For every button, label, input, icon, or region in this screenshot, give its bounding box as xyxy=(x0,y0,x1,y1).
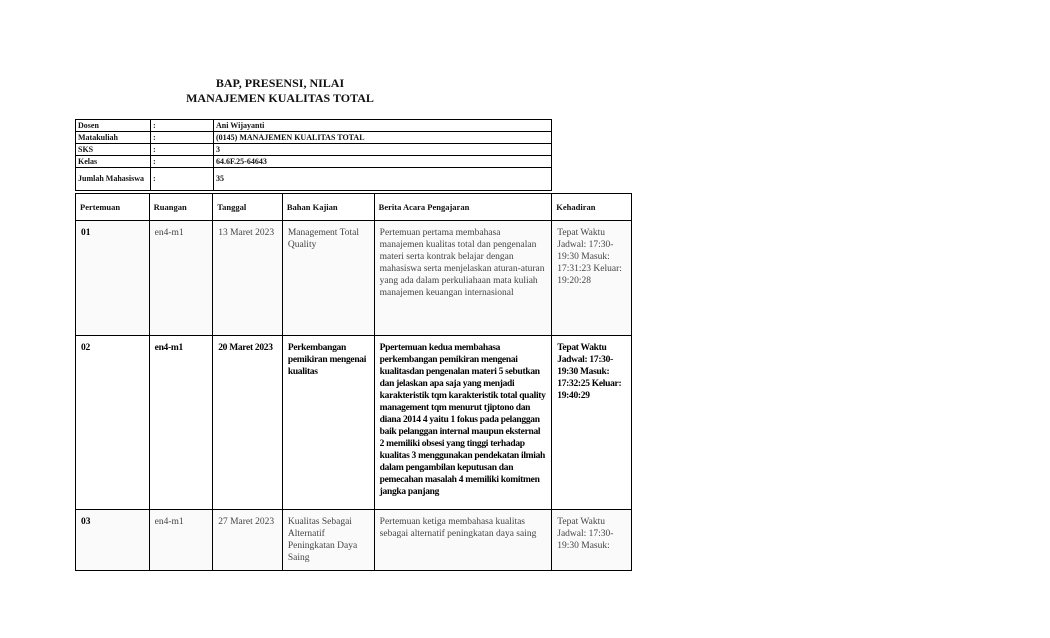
meeting-table xyxy=(75,193,632,571)
cell-kehadiran: Tepat Waktu Jadwal: 17:30-19:30 Masuk: xyxy=(552,510,632,571)
cell-pertemuan: 01 xyxy=(76,221,150,336)
info-value-jumlah-mahasiswa: 35 xyxy=(214,168,552,191)
cell-bahan-kajian: Perkembangan pemikiran mengenai kualitas xyxy=(282,336,374,510)
cell-berita-acara: Ppertemuan kedua membahasa perkembangan pemikiran mengenai kualitasdan pengenalan materi 5 sebutkan dan jelaskan apa saja yang menjadi karakteristik tqm karakteristik total quality management tqm menurut tjiptono dan diana 2014 4 yaitu 1 fokus pada pelanggan baik pelanggan internal maupun eksternal 2 memiliki obsesi yang tinggi terhadap kualitas 3 menggunakan pendekatan ilmiah dalam pengambilan keputusan dan pemecahan masalah 4 memiliki komitmen jangka panjang xyxy=(374,336,552,510)
info-value-dosen: Ani Wijayanti xyxy=(214,120,552,132)
column-header-bahan-kajian: Bahan Kajian xyxy=(282,194,374,221)
course-info-table xyxy=(75,119,552,191)
cell-tanggal: 27 Maret 2023 xyxy=(213,510,283,571)
info-separator: : xyxy=(151,120,214,132)
table-header-row xyxy=(76,194,632,221)
cell-berita-acara: Pertemuan pertama membahasa manajemen kualitas total dan pengenalan materi serta kontrak belajar dengan mahasiswa serta menjelaskan aturan-aturan yang ada dalam perkuliahaan mata kuliah manajemen keuangan internasional xyxy=(374,221,552,336)
cell-tanggal: 20 Maret 2023 xyxy=(213,336,283,510)
info-row-dosen xyxy=(76,120,552,132)
column-header-berita-acara: Berita Acara Pengajaran xyxy=(374,194,552,221)
cell-pertemuan: 02 xyxy=(76,336,150,510)
info-row-sks xyxy=(76,144,552,156)
cell-bahan-kajian: Kualitas Sebagai Alternatif Peningkatan Daya Saing xyxy=(282,510,374,571)
table-row xyxy=(76,510,632,571)
info-label: Jumlah Mahasiswa xyxy=(76,168,151,191)
cell-tanggal: 13 Maret 2023 xyxy=(213,221,283,336)
cell-kehadiran: Tepat Waktu Jadwal: 17:30-19:30 Masuk: 17:32:25 Keluar: 19:40:29 xyxy=(552,336,632,510)
column-header-kehadiran: Kehadiran xyxy=(552,194,632,221)
info-separator: : xyxy=(151,168,214,191)
table-row xyxy=(76,221,632,336)
info-label: SKS xyxy=(76,144,151,156)
info-row-jumlah-mahasiswa xyxy=(76,168,552,191)
document-title: BAP, PRESENSI, NILAI xyxy=(215,76,345,90)
cell-berita-acara: Pertemuan ketiga membahasa kualitas sebagai alternatif peningkatan daya saing xyxy=(374,510,552,571)
document-subtitle: MANAJEMEN KUALITAS TOTAL xyxy=(186,91,374,105)
info-value-matakuliah: (0145) MANAJEMEN KUALITAS TOTAL xyxy=(214,132,552,144)
cell-bahan-kajian: Management Total Quality xyxy=(282,221,374,336)
info-label: Kelas xyxy=(76,156,151,168)
info-label: Matakuliah xyxy=(76,132,151,144)
cell-ruangan: en4-m1 xyxy=(149,510,213,571)
info-separator: : xyxy=(151,156,214,168)
info-separator: : xyxy=(151,144,214,156)
column-header-ruangan: Ruangan xyxy=(149,194,213,221)
column-header-tanggal: Tanggal xyxy=(213,194,283,221)
cell-kehadiran: Tepat Waktu Jadwal: 17:30-19:30 Masuk: 17:31:23 Keluar: 19:20:28 xyxy=(552,221,632,336)
cell-ruangan: en4-m1 xyxy=(149,221,213,336)
info-value-kelas: 64.6F.25-64643 xyxy=(214,156,552,168)
info-separator: : xyxy=(151,132,214,144)
table-row xyxy=(76,336,632,510)
cell-ruangan: en4-m1 xyxy=(149,336,213,510)
info-row-matakuliah xyxy=(76,132,552,144)
column-header-pertemuan: Pertemuan xyxy=(76,194,150,221)
info-row-kelas xyxy=(76,156,552,168)
cell-pertemuan: 03 xyxy=(76,510,150,571)
info-label: Dosen xyxy=(76,120,151,132)
info-value-sks: 3 xyxy=(214,144,552,156)
